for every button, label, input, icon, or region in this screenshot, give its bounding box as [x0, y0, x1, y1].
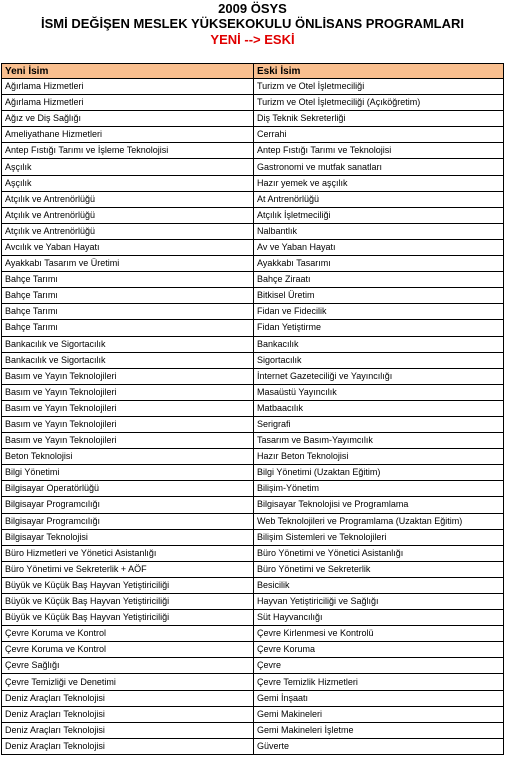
old-name-cell: Bitkisel Üretim [254, 288, 504, 304]
table-header-row [2, 64, 504, 79]
new-name-cell: Basım ve Yayın Teknolojileri [2, 400, 254, 416]
old-name-cell: Çevre Koruma [254, 642, 504, 658]
new-name-cell: Basım ve Yayın Teknolojileri [2, 416, 254, 432]
old-name-cell: Ayakkabı Tasarımı [254, 256, 504, 272]
old-name-cell: Çevre Kirlenmesi ve Kontrolü [254, 626, 504, 642]
new-name-cell: Çevre Sağlığı [2, 658, 254, 674]
new-name-cell: Beton Teknolojisi [2, 449, 254, 465]
new-name-cell: Çevre Koruma ve Kontrol [2, 626, 254, 642]
new-name-cell: Bankacılık ve Sigortacılık [2, 352, 254, 368]
table-row [2, 416, 504, 432]
table-row [2, 223, 504, 239]
new-name-cell: Bilgisayar Operatörlüğü [2, 481, 254, 497]
table-body [2, 79, 504, 755]
table-row [2, 642, 504, 658]
table-row [2, 594, 504, 610]
old-name-cell: Atçılık İşletmeciliği [254, 207, 504, 223]
new-name-cell: Büyük ve Küçük Baş Hayvan Yetiştiriciliği [2, 594, 254, 610]
old-name-cell: Gemi Makineleri İşletme [254, 722, 504, 738]
old-name-cell: Besicilik [254, 577, 504, 593]
table-row [2, 465, 504, 481]
table-row [2, 320, 504, 336]
new-name-cell: Deniz Araçları Teknolojisi [2, 690, 254, 706]
old-name-cell: Matbaacılık [254, 400, 504, 416]
new-name-cell: Ağırlama Hizmetleri [2, 95, 254, 111]
old-name-cell: Gastronomi ve mutfak sanatları [254, 159, 504, 175]
table-row [2, 545, 504, 561]
table-row [2, 352, 504, 368]
table-row [2, 336, 504, 352]
new-name-cell: Bilgisayar Teknolojisi [2, 529, 254, 545]
table-row [2, 239, 504, 255]
old-name-cell: Fidan ve Fidecilik [254, 304, 504, 320]
table-row [2, 449, 504, 465]
old-name-cell: Çevre [254, 658, 504, 674]
new-name-cell: Çevre Temizliği ve Denetimi [2, 674, 254, 690]
table-row [2, 95, 504, 111]
old-name-cell: Antep Fıstığı Tarımı ve Teknolojisi [254, 143, 504, 159]
old-name-cell: Fidan Yetiştirme [254, 320, 504, 336]
document-title: İSMİ DEĞİŞEN MESLEK YÜKSEKOKULU ÖNLİSANS PROGRAMLARI [40, 16, 464, 31]
new-name-cell: Çevre Koruma ve Kontrol [2, 642, 254, 658]
new-name-cell: Deniz Araçları Teknolojisi [2, 738, 254, 754]
new-name-cell: Bahçe Tarımı [2, 288, 254, 304]
new-name-cell: Bahçe Tarımı [2, 304, 254, 320]
table-row [2, 288, 504, 304]
new-name-cell: Basım ve Yayın Teknolojileri [2, 368, 254, 384]
new-name-cell: Atçılık ve Antrenörlüğü [2, 207, 254, 223]
document-subtitle: YENİ --> ESKİ [210, 32, 295, 47]
document-header [0, 0, 505, 48]
table-row [2, 561, 504, 577]
new-name-cell: Atçılık ve Antrenörlüğü [2, 191, 254, 207]
table-row [2, 738, 504, 754]
table-row [2, 127, 504, 143]
table-row [2, 481, 504, 497]
table-row [2, 256, 504, 272]
new-name-cell: Deniz Araçları Teknolojisi [2, 706, 254, 722]
table-row [2, 143, 504, 159]
new-name-cell: Deniz Araçları Teknolojisi [2, 722, 254, 738]
old-name-cell: Bilişim-Yönetim [254, 481, 504, 497]
column-header-old-name: Eski İsim [254, 64, 504, 79]
new-name-cell: Bilgisayar Programcılığı [2, 497, 254, 513]
new-name-cell: Avcılık ve Yaban Hayatı [2, 239, 254, 255]
old-name-cell: Av ve Yaban Hayatı [254, 239, 504, 255]
table-row [2, 610, 504, 626]
new-name-cell: Büro Yönetimi ve Sekreterlik + AÖF [2, 561, 254, 577]
table-row [2, 111, 504, 127]
new-name-cell: Bilgisayar Programcılığı [2, 513, 254, 529]
table-row [2, 658, 504, 674]
column-header-new-name: Yeni İsim [2, 64, 254, 79]
old-name-cell: Tasarım ve Basım-Yayımcılık [254, 433, 504, 449]
old-name-cell: Bilgisayar Teknolojisi ve Programlama [254, 497, 504, 513]
old-name-cell: Turizm ve Otel İşletmeciliği (Açıköğretim) [254, 95, 504, 111]
new-name-cell: Aşçılık [2, 175, 254, 191]
table-row [2, 191, 504, 207]
old-name-cell: Bankacılık [254, 336, 504, 352]
new-name-cell: Basım ve Yayın Teknolojileri [2, 384, 254, 400]
old-name-cell: Bahçe Ziraatı [254, 272, 504, 288]
old-name-cell: Süt Hayvancılığı [254, 610, 504, 626]
table-row [2, 304, 504, 320]
new-name-cell: Ayakkabı Tasarım ve Üretimi [2, 256, 254, 272]
table-row [2, 529, 504, 545]
table-row [2, 577, 504, 593]
new-name-cell: Bahçe Tarımı [2, 272, 254, 288]
table-row [2, 159, 504, 175]
old-name-cell: Web Teknolojileri ve Programlama (Uzaktan Eğitim) [254, 513, 504, 529]
old-name-cell: Cerrahi [254, 127, 504, 143]
old-name-cell: Serigrafi [254, 416, 504, 432]
old-name-cell: Diş Teknik Sekreterliği [254, 111, 504, 127]
new-name-cell: Ağız ve Diş Sağlığı [2, 111, 254, 127]
new-name-cell: Atçılık ve Antrenörlüğü [2, 223, 254, 239]
table-row [2, 674, 504, 690]
old-name-cell: Turizm ve Otel İşletmeciliği [254, 79, 504, 95]
table-row [2, 79, 504, 95]
table-row [2, 706, 504, 722]
new-name-cell: Aşçılık [2, 159, 254, 175]
table-row [2, 175, 504, 191]
old-name-cell: Büro Yönetimi ve Yönetici Asistanlığı [254, 545, 504, 561]
table-row [2, 722, 504, 738]
old-name-cell: At Antrenörlüğü [254, 191, 504, 207]
old-name-cell: Büro Yönetimi ve Sekreterlik [254, 561, 504, 577]
new-name-cell: Ameliyathane Hizmetleri [2, 127, 254, 143]
old-name-cell: Hayvan Yetiştiriciliği ve Sağlığı [254, 594, 504, 610]
old-name-cell: Nalbantlık [254, 223, 504, 239]
new-name-cell: Büyük ve Küçük Baş Hayvan Yetiştiriciliği [2, 577, 254, 593]
old-name-cell: Masaüstü Yayıncılık [254, 384, 504, 400]
old-name-cell: Hazır yemek ve aşçılık [254, 175, 504, 191]
table-row [2, 433, 504, 449]
table-row [2, 497, 504, 513]
table-row [2, 400, 504, 416]
program-name-table [1, 63, 504, 755]
old-name-cell: Bilgi Yönetimi (Uzaktan Eğitim) [254, 465, 504, 481]
new-name-cell: Büyük ve Küçük Baş Hayvan Yetiştiriciliği [2, 610, 254, 626]
table-row [2, 368, 504, 384]
new-name-cell: Antep Fıstığı Tarımı ve İşleme Teknolojisi [2, 143, 254, 159]
old-name-cell: Hazır Beton Teknolojisi [254, 449, 504, 465]
old-name-cell: İnternet Gazeteciliği ve Yayıncılığı [254, 368, 504, 384]
new-name-cell: Basım ve Yayın Teknolojileri [2, 433, 254, 449]
new-name-cell: Bilgi Yönetimi [2, 465, 254, 481]
table-row [2, 384, 504, 400]
old-name-cell: Gemi İnşaatı [254, 690, 504, 706]
new-name-cell: Bankacılık ve Sigortacılık [2, 336, 254, 352]
new-name-cell: Bahçe Tarımı [2, 320, 254, 336]
table-row [2, 626, 504, 642]
table-row [2, 690, 504, 706]
old-name-cell: Bilişim Sistemleri ve Teknolojileri [254, 529, 504, 545]
old-name-cell: Güverte [254, 738, 504, 754]
table-row [2, 272, 504, 288]
document-year: 2009 ÖSYS [218, 1, 287, 16]
old-name-cell: Sigortacılık [254, 352, 504, 368]
table-row [2, 513, 504, 529]
old-name-cell: Gemi Makineleri [254, 706, 504, 722]
table-row [2, 207, 504, 223]
new-name-cell: Ağırlama Hizmetleri [2, 79, 254, 95]
old-name-cell: Çevre Temizlik Hizmetleri [254, 674, 504, 690]
new-name-cell: Büro Hizmetleri ve Yönetici Asistanlığı [2, 545, 254, 561]
